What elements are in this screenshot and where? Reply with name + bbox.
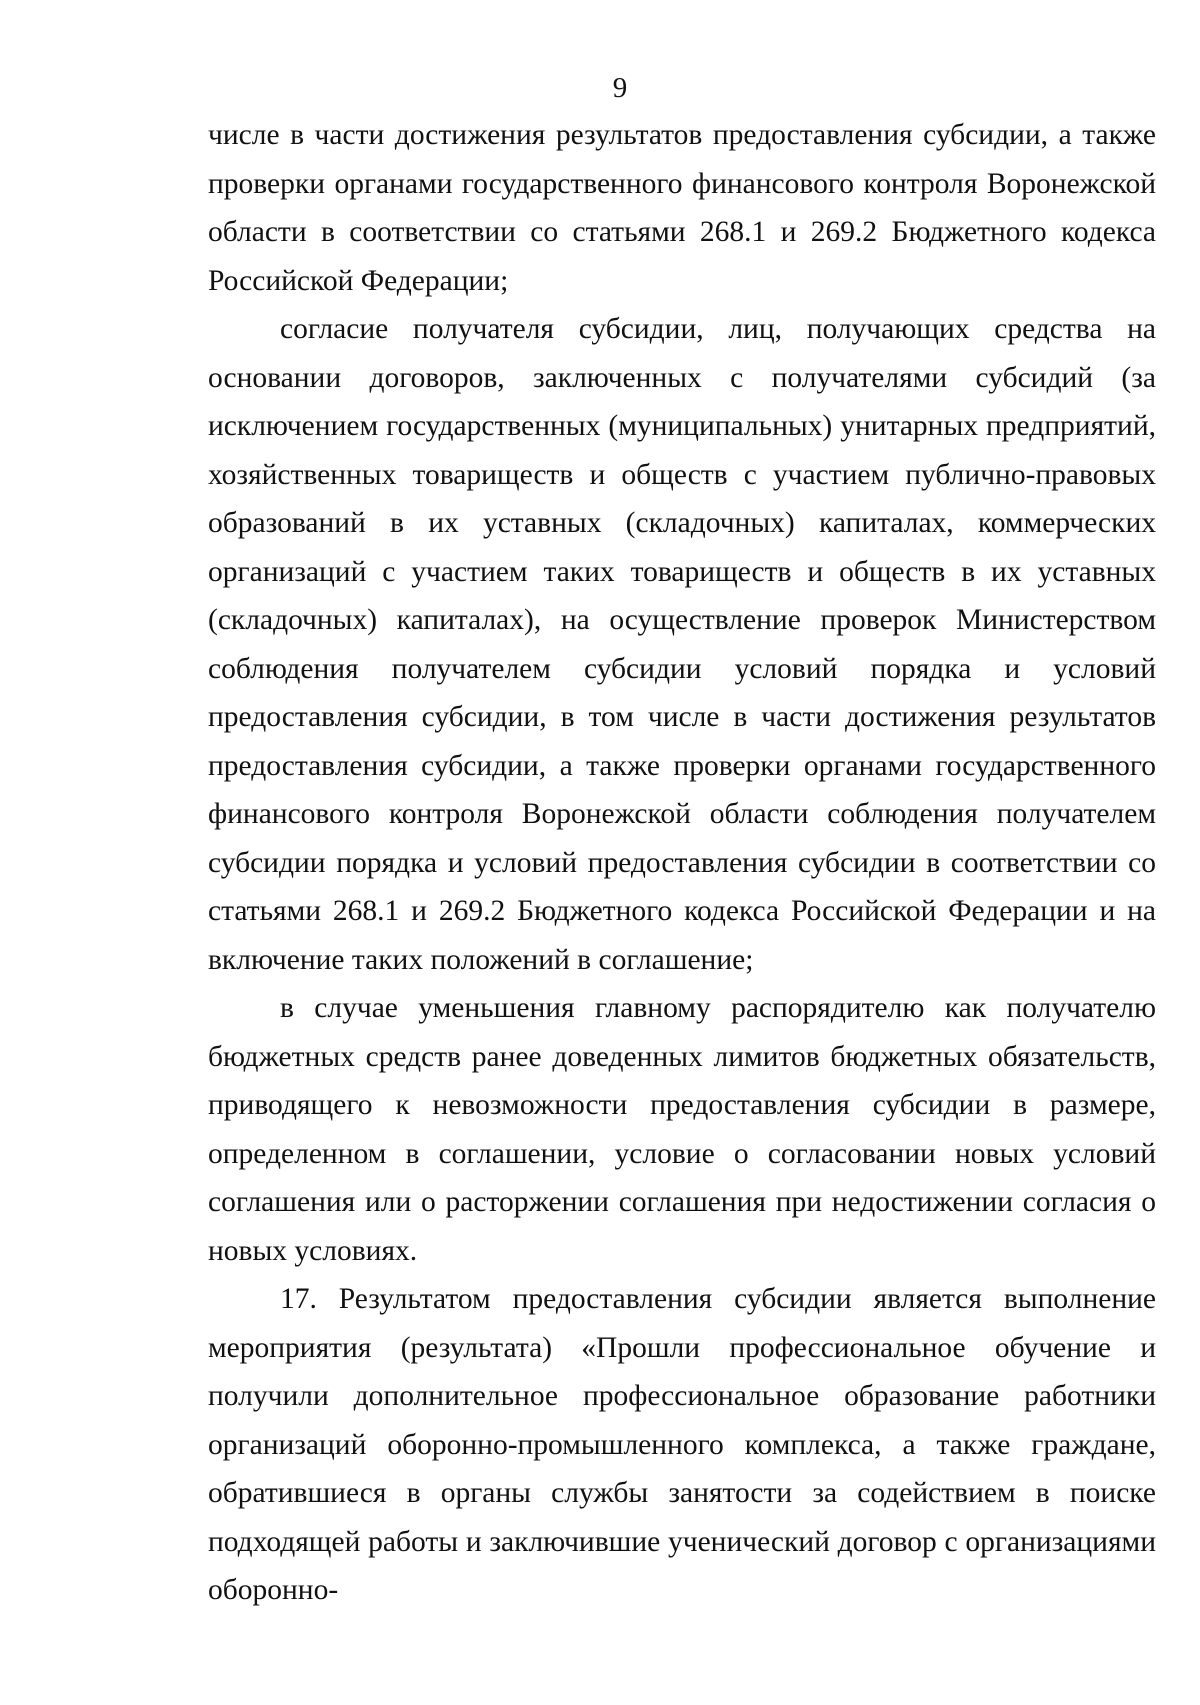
paragraph-continuation: числе в части достижения результатов предоставления субсидии, а также проверки органами государственного финансового контроля Воронежской области в соответствии со статьями 268.1 и 269.2 Бюджетного кодекса Российской Федерации;: [208, 119, 1156, 297]
paragraph-item-17: 17. Результатом предоставления субсидии является выполнение мероприятия (результата) «Прошли профессиональное обучение и получили дополнительное профессиональное образование работники организаций оборонно-промышленного комплекса, а также граждане, обратившиеся в органы службы занятости за содействием в поиске подходящей работы и заключившие ученический договор с организациями оборонно-: [208, 1283, 1156, 1606]
paragraph-budget-reduction: в случае уменьшения главному распорядителю как получателю бюджетных средств ранее доведенных лимитов бюджетных обязательств, приводящего к невозможности предоставления субсидии в размере, определенном в соглашении, условие о согласовании новых условий соглашения или о расторжении соглашения при недостижении согласия о новых условиях.: [208, 992, 1156, 1267]
document-body: [208, 111, 1156, 1615]
page-number: 9: [612, 72, 628, 104]
paragraph-consent: согласие получателя субсидии, лиц, получающих средства на основании договоров, заключенных с получателями субсидий (за исключением государственных (муниципальных) унитарных предприятий, хозяйственных товариществ и обществ с участием публично-правовых образований в их уставных (складочных) капиталах, коммерческих организаций с участием таких товариществ и обществ в их уставных (складочных) капиталах), на осуществление проверок Министерством соблюдения получателем субсидии условий порядка и условий предоставления субсидии, в том числе в части достижения результатов предоставления субсидии, а также проверки органами государственного финансового контроля Воронежской области соблюдения получателем субсидии порядка и условий предоставления субсидии в соответствии со статьями 268.1 и 269.2 Бюджетного кодекса Российской Федерации и на включение таких положений в соглашение;: [208, 313, 1156, 976]
